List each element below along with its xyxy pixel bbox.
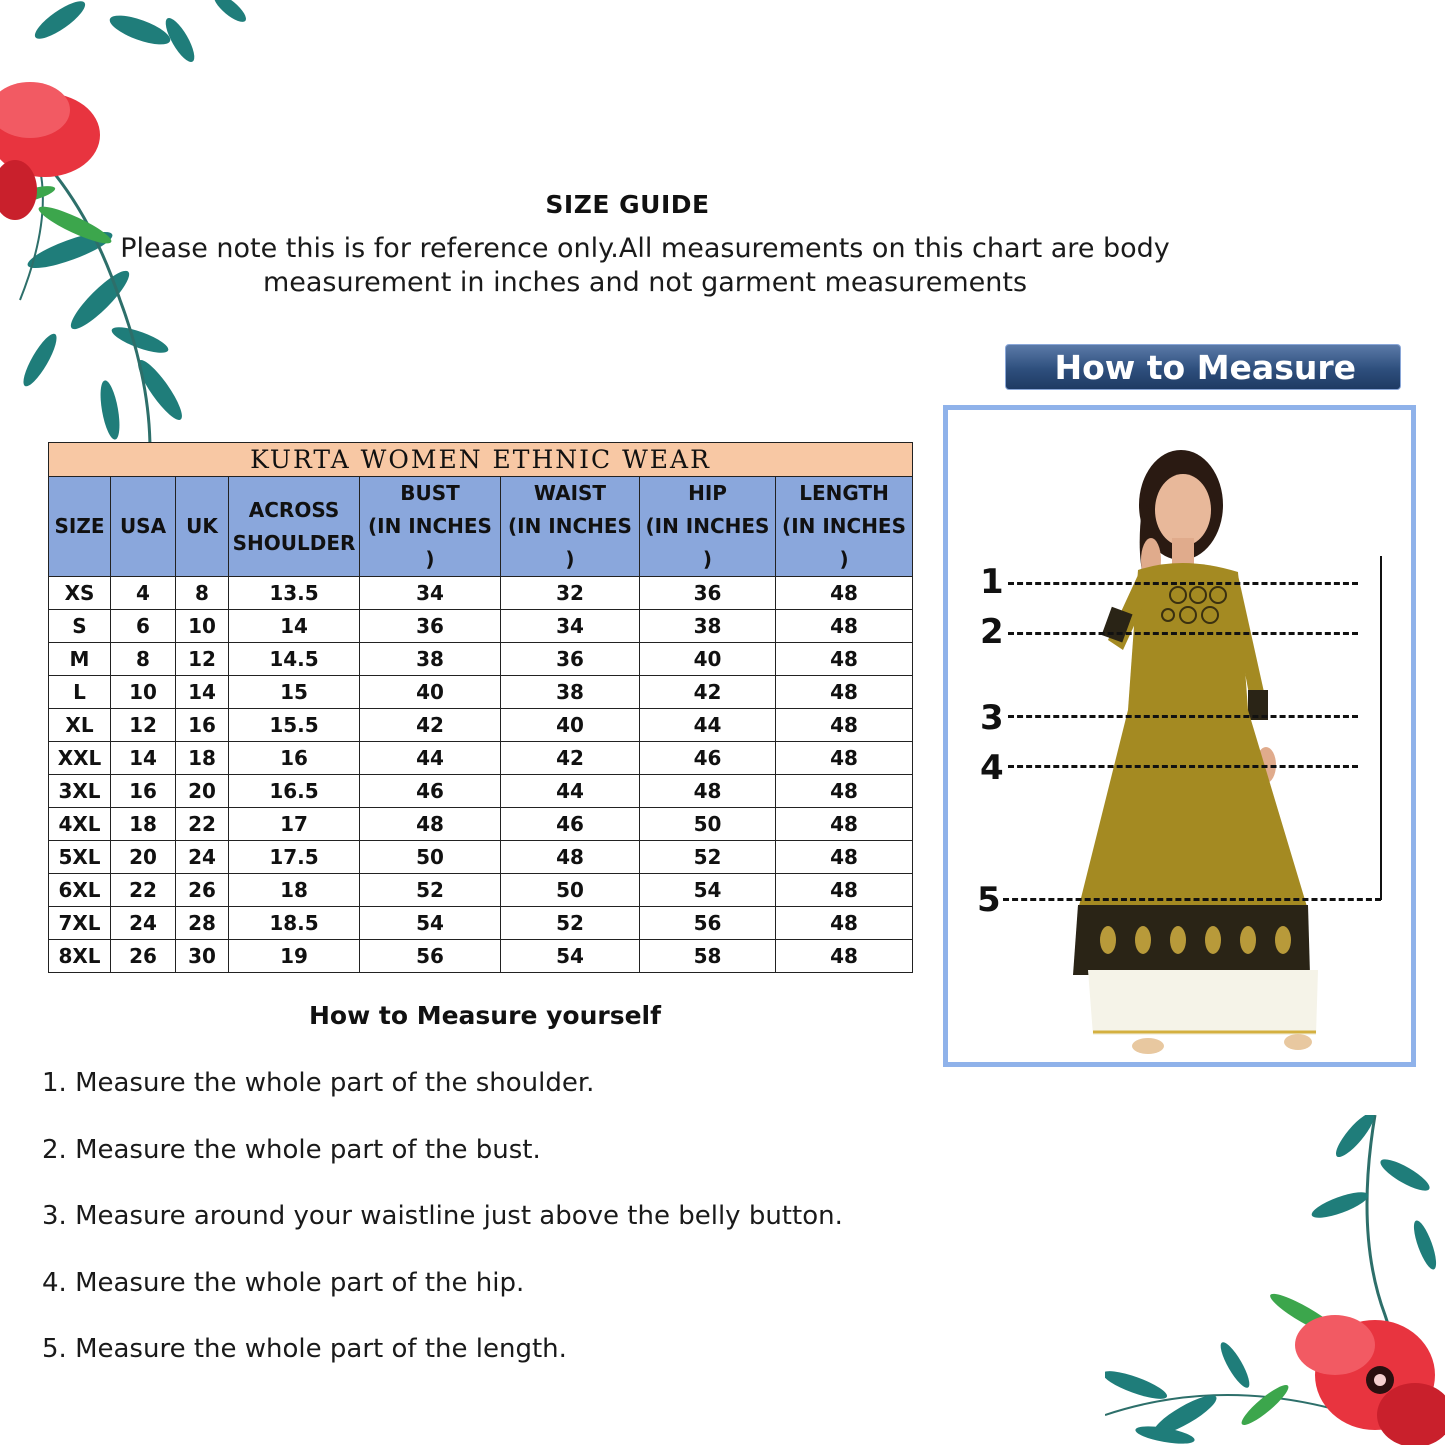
table-cell: 17 — [229, 808, 360, 841]
table-cell: XS — [49, 577, 111, 610]
table-cell: 48 — [640, 775, 776, 808]
model-illustration — [948, 410, 1411, 1062]
table-row — [49, 610, 913, 643]
column-header — [776, 477, 913, 577]
table-cell: 24 — [176, 841, 229, 874]
table-cell: 48 — [776, 610, 913, 643]
table-cell: 48 — [776, 643, 913, 676]
reference-note-line1: Please note this is for reference only.All measurements on this chart are body — [120, 233, 1170, 264]
table-cell: 44 — [501, 775, 640, 808]
marker-5-line — [1003, 898, 1381, 901]
marker-5-label: 5 — [977, 880, 1001, 920]
column-header-line2: SHOULDER — [232, 530, 356, 555]
table-cell: 48 — [776, 841, 913, 874]
table-cell: 48 — [501, 841, 640, 874]
table-cell: M — [49, 643, 111, 676]
table-cell: 16 — [176, 709, 229, 742]
table-cell: 48 — [776, 676, 913, 709]
table-cell: 36 — [501, 643, 640, 676]
table-cell: 3XL — [49, 775, 111, 808]
page-title: SIZE GUIDE — [545, 190, 710, 219]
table-cell: XXL — [49, 742, 111, 775]
table-cell: 8 — [176, 577, 229, 610]
marker-2-line — [1008, 632, 1358, 635]
table-cell: 46 — [360, 775, 501, 808]
table-cell: 17.5 — [229, 841, 360, 874]
table-cell: 36 — [360, 610, 501, 643]
column-header-line1: LENGTH — [799, 481, 889, 505]
column-header-line2: (IN INCHES ) — [645, 514, 770, 571]
table-cell: 34 — [360, 577, 501, 610]
table-cell: 42 — [360, 709, 501, 742]
table-cell: 8XL — [49, 940, 111, 973]
table-header-row — [49, 477, 913, 577]
table-cell: 54 — [360, 907, 501, 940]
marker-2-label: 2 — [980, 612, 1004, 652]
table-cell: 12 — [176, 643, 229, 676]
table-cell: 18 — [176, 742, 229, 775]
table-cell: 20 — [111, 841, 176, 874]
instructions-list — [42, 1064, 843, 1397]
table-cell: 56 — [360, 940, 501, 973]
table-cell: 52 — [640, 841, 776, 874]
table-cell: 14 — [111, 742, 176, 775]
table-cell: 52 — [360, 874, 501, 907]
table-cell: 18.5 — [229, 907, 360, 940]
table-cell: 28 — [176, 907, 229, 940]
size-chart-table — [48, 442, 913, 973]
marker-3-line — [1008, 715, 1358, 718]
table-cell: 18 — [111, 808, 176, 841]
table-row — [49, 907, 913, 940]
table-cell: 42 — [501, 742, 640, 775]
table-cell: 8 — [111, 643, 176, 676]
column-header-line1: WAIST — [533, 481, 607, 505]
marker-4-line — [1008, 765, 1358, 768]
table-cell: 19 — [229, 940, 360, 973]
column-header-line2: (IN INCHES ) — [508, 514, 632, 571]
table-cell: 56 — [640, 907, 776, 940]
table-row — [49, 775, 913, 808]
table-cell: 14 — [176, 676, 229, 709]
length-indicator-line — [1380, 556, 1382, 900]
table-cell: 22 — [111, 874, 176, 907]
table-cell: 24 — [111, 907, 176, 940]
table-cell: 16 — [229, 742, 360, 775]
table-row — [49, 742, 913, 775]
instruction-step: 1. Measure the whole part of the shoulder. — [42, 1068, 595, 1098]
table-cell: 54 — [501, 940, 640, 973]
reference-note — [100, 232, 1190, 300]
marker-1-label: 1 — [980, 562, 1004, 602]
marker-1-line — [1008, 582, 1358, 585]
table-cell: 7XL — [49, 907, 111, 940]
table-cell: S — [49, 610, 111, 643]
table-cell: 48 — [776, 907, 913, 940]
table-cell: 48 — [776, 775, 913, 808]
floral-decoration-bottom-right — [1105, 1115, 1445, 1445]
table-cell: 48 — [776, 742, 913, 775]
table-cell: 48 — [776, 577, 913, 610]
table-cell: 14.5 — [229, 643, 360, 676]
table-cell: 48 — [776, 808, 913, 841]
table-cell: 26 — [176, 874, 229, 907]
table-cell: 34 — [501, 610, 640, 643]
table-cell: 40 — [360, 676, 501, 709]
table-row — [49, 676, 913, 709]
table-cell: 13.5 — [229, 577, 360, 610]
column-header — [229, 477, 360, 577]
table-body — [49, 577, 913, 973]
column-header-line2: (IN INCHES ) — [368, 514, 492, 571]
table-cell: 14 — [229, 610, 360, 643]
table-cell: 18 — [229, 874, 360, 907]
table-cell: 4XL — [49, 808, 111, 841]
table-cell: 52 — [501, 907, 640, 940]
table-cell: 26 — [111, 940, 176, 973]
column-header-line1: UK — [186, 514, 218, 538]
column-header — [176, 477, 229, 577]
instruction-step: 3. Measure around your waistline just above the belly button. — [42, 1201, 843, 1231]
column-header-line1: HIP — [688, 481, 727, 505]
table-cell: 38 — [360, 643, 501, 676]
column-header — [501, 477, 640, 577]
instructions-title: How to Measure yourself — [309, 1001, 661, 1030]
table-cell: 54 — [640, 874, 776, 907]
table-cell: 50 — [640, 808, 776, 841]
table-cell: 46 — [501, 808, 640, 841]
table-cell: 48 — [776, 940, 913, 973]
table-row — [49, 577, 913, 610]
table-cell: 40 — [640, 643, 776, 676]
column-header — [49, 477, 111, 577]
column-header-line1: ACROSS — [248, 497, 340, 522]
instruction-step: 5. Measure the whole part of the length. — [42, 1334, 567, 1364]
table-cell: 5XL — [49, 841, 111, 874]
table-cell: 12 — [111, 709, 176, 742]
table-cell: 6 — [111, 610, 176, 643]
table-cell: 48 — [776, 874, 913, 907]
table-row — [49, 841, 913, 874]
marker-3-label: 3 — [980, 698, 1004, 738]
table-cell: 10 — [176, 610, 229, 643]
table-cell: XL — [49, 709, 111, 742]
table-cell: 48 — [360, 808, 501, 841]
table-cell: 46 — [640, 742, 776, 775]
column-header — [111, 477, 176, 577]
table-cell: 42 — [640, 676, 776, 709]
instruction-step: 2. Measure the whole part of the bust. — [42, 1134, 541, 1165]
table-cell: 15.5 — [229, 709, 360, 742]
table-cell: 16.5 — [229, 775, 360, 808]
column-header-line1: BUST — [400, 481, 460, 505]
column-header — [360, 477, 501, 577]
table-cell: 20 — [176, 775, 229, 808]
instruction-step: 4. Measure the whole part of the hip. — [42, 1267, 525, 1298]
table-cell: 30 — [176, 940, 229, 973]
how-to-measure-header: How to Measure — [1005, 344, 1401, 390]
table-cell: 44 — [640, 709, 776, 742]
table-cell: 15 — [229, 676, 360, 709]
column-header-line2: (IN INCHES ) — [782, 514, 906, 571]
table-row — [49, 709, 913, 742]
table-row — [49, 874, 913, 907]
table-cell: 44 — [360, 742, 501, 775]
table-cell: 10 — [111, 676, 176, 709]
table-row — [49, 643, 913, 676]
table-cell: 40 — [501, 709, 640, 742]
table-cell: 16 — [111, 775, 176, 808]
column-header-line1: SIZE — [54, 514, 105, 538]
table-cell: 50 — [360, 841, 501, 874]
table-cell: 58 — [640, 940, 776, 973]
table-row — [49, 940, 913, 973]
table-cell: 32 — [501, 577, 640, 610]
table-cell: L — [49, 676, 111, 709]
table-row — [49, 808, 913, 841]
table-cell: 38 — [640, 610, 776, 643]
table-cell: 6XL — [49, 874, 111, 907]
table-cell: 36 — [640, 577, 776, 610]
table-cell: 48 — [776, 709, 913, 742]
table-cell: 4 — [111, 577, 176, 610]
marker-4-label: 4 — [980, 748, 1004, 788]
reference-note-line2: measurement in inches and not garment measurements — [262, 267, 1028, 298]
table-cell: 22 — [176, 808, 229, 841]
column-header-line1: USA — [119, 514, 167, 538]
table-caption: KURTA WOMEN ETHNIC WEAR — [49, 443, 913, 477]
measure-illustration-frame — [943, 405, 1416, 1067]
column-header — [640, 477, 776, 577]
table-caption-row — [49, 443, 913, 477]
table-cell: 50 — [501, 874, 640, 907]
table-cell: 38 — [501, 676, 640, 709]
